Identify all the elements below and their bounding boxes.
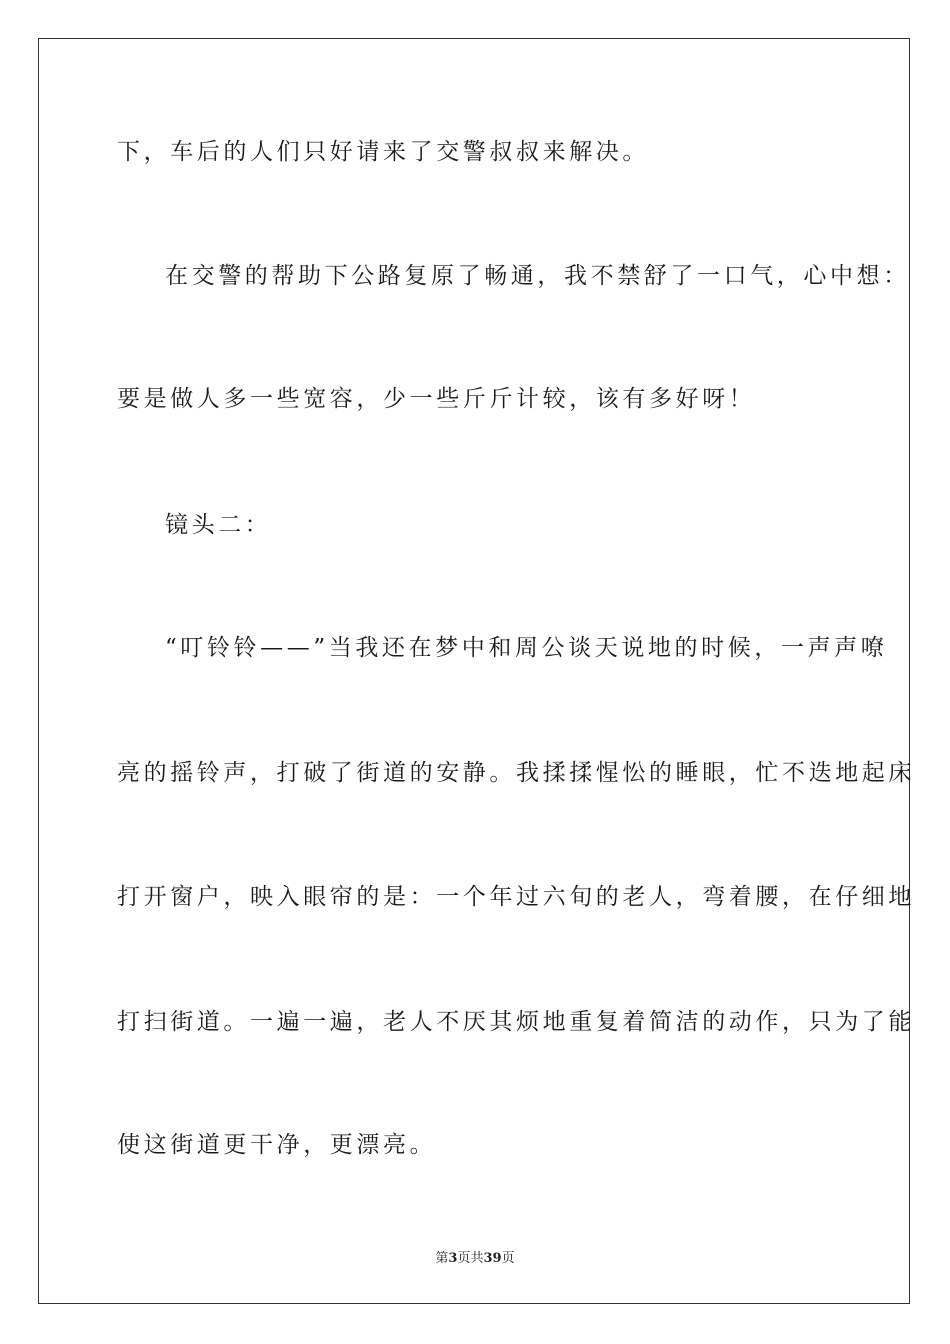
paragraph-line-7: 打开窗户，映入眼帘的是：一个年过六旬的老人，弯着腰，在仔细地 xyxy=(117,884,915,910)
paragraph-line-1: 下，车后的人们只好请来了交警叔叔来解决。 xyxy=(117,139,649,165)
total-pages: 39 xyxy=(483,1251,502,1266)
page-border xyxy=(38,38,915,1304)
paragraph-line-5: “叮铃铃——”当我还在梦中和周公谈天说地的时候，一声声嘹 xyxy=(165,635,888,661)
paragraph-line-8: 打扫街道。一遍一遍，老人不厌其烦地重复着简洁的动作，只为了能 xyxy=(117,1009,915,1035)
page-suffix: 页 xyxy=(457,1251,471,1266)
paragraph-line-9: 使这街道更干净，更漂亮。 xyxy=(117,1132,437,1158)
page-prefix: 第 xyxy=(435,1251,449,1266)
total-prefix: 共 xyxy=(470,1251,484,1266)
total-suffix: 页 xyxy=(501,1251,515,1266)
page-footer xyxy=(0,1247,950,1266)
paragraph-line-6: 亮的摇铃声，打破了街道的安静。我揉揉惺忪的睡眼，忙不迭地起床 xyxy=(117,760,915,786)
paragraph-line-2: 在交警的帮助下公路复原了畅通，我不禁舒了一口气，心中想： xyxy=(165,263,910,289)
page-number: 3 xyxy=(448,1251,458,1266)
section-heading-shot-two: 镜头二： xyxy=(165,512,272,538)
paragraph-line-3: 要是做人多一些宽容，少一些斤斤计较，该有多好呀！ xyxy=(117,386,756,412)
